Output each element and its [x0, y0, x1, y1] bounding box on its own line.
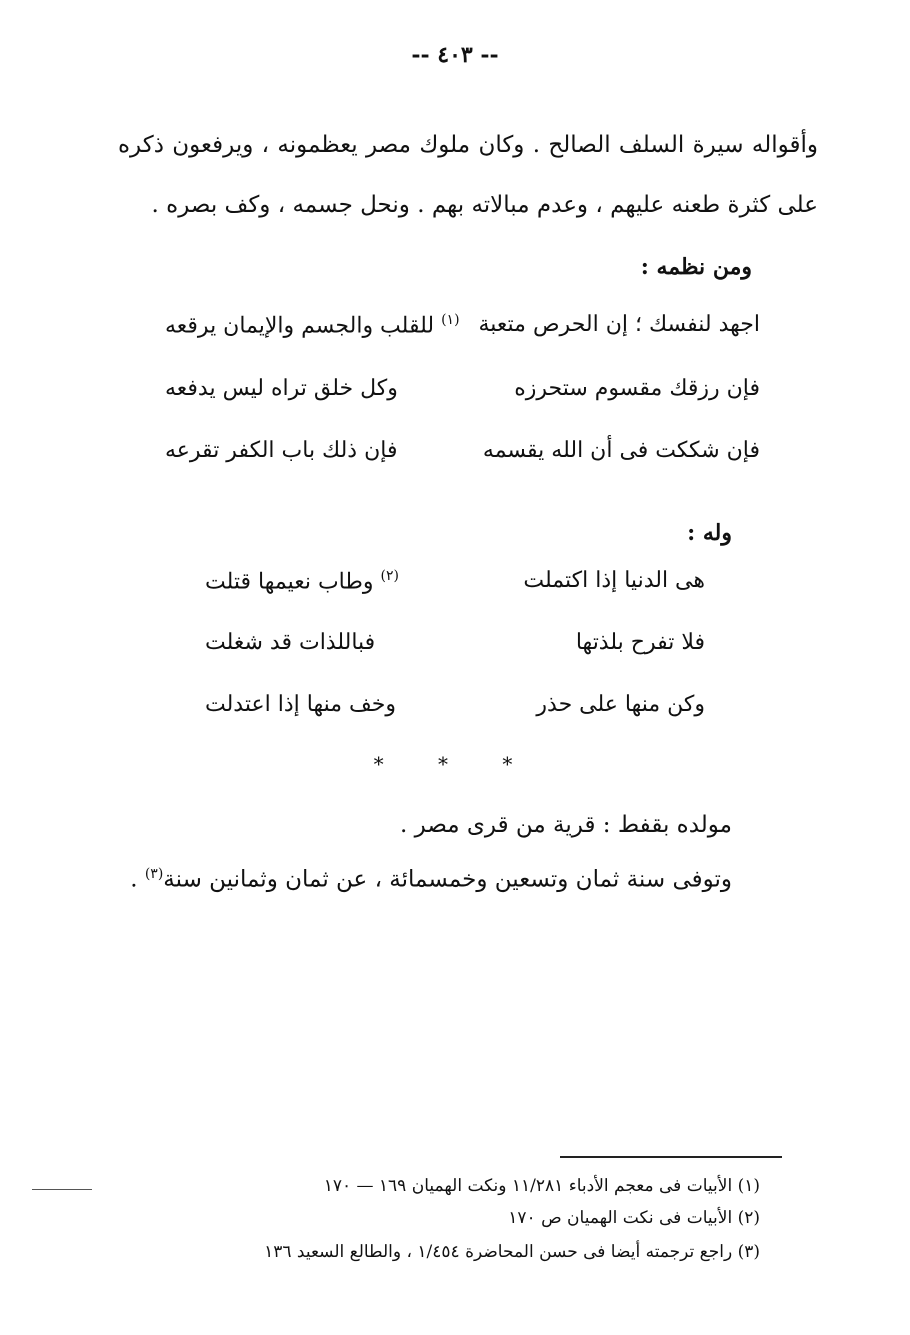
verse-first-hemistich: اجهد لنفسك ؛ إن الحرص متعبة [478, 312, 760, 337]
verse-second-hemistich-text: وطاب نعيمها قتلت [205, 569, 374, 595]
poem1-verse [0, 312, 910, 362]
poem1-verse [0, 438, 910, 488]
biography-paragraph: وأقواله سيرة السلف الصالح . وكان ملوك مصر يعظمونه ، ويرفعون ذكره على كثرة طعنه عليهم ، وعدم مبالاته بهم . ونحل جسمه ، وكف بصره . [118, 132, 818, 218]
verse-second-hemistich-text: للقلب والجسم والإيمان يرقعه [165, 313, 435, 339]
poem2-intro: وله : [687, 520, 732, 546]
poem2-verse [0, 692, 910, 742]
verse-second-hemistich [165, 312, 460, 338]
footnote-2: (٢) الأبيات فى نكت الهميان ص ١٧٠ [508, 1208, 760, 1228]
footnote-marker: (٢) [380, 568, 399, 584]
verse-second-hemistich: فإن ذلك باب الكفر تقرعه [165, 438, 398, 463]
footnote-3: (٣) راجع ترجمته أيضا فى حسن المحاضرة ١/٤٥٤ ، والطالع السعيد ١٣٦ [264, 1242, 760, 1262]
footnote-marker: (٣) [144, 866, 164, 882]
verse-first-hemistich: هى الدنيا إذا اكتملت [523, 568, 705, 593]
margin-line [32, 1189, 92, 1190]
verse-first-hemistich: فلا تفرح بلذتها [575, 630, 705, 655]
death-line-end: . [130, 866, 145, 893]
verse-first-hemistich: وكن منها على حذر [536, 692, 705, 717]
birth-line: مولده بقفط : قرية من قرى مصر . [400, 812, 732, 838]
poem2-verse [0, 568, 910, 618]
verse-second-hemistich [205, 568, 399, 594]
poem1-verse [0, 376, 910, 426]
footnote-divider [560, 1156, 782, 1158]
section-separator: * * * [373, 752, 537, 776]
verse-first-hemistich: فإن شككت فى أن الله يقسمه [482, 438, 760, 463]
poem1-intro: ومن نظمه : [640, 254, 752, 280]
death-line-text: وتوفى سنة ثمان وتسعين وخمسمائة ، عن ثمان وثمانين سنة [163, 866, 732, 893]
death-line [130, 866, 732, 893]
footnote-marker: (١) [441, 312, 460, 328]
verse-second-hemistich: فباللذات قد شغلت [205, 630, 376, 655]
verse-second-hemistich: وكل خلق تراه ليس يدفعه [165, 376, 398, 401]
page-number: -- ٤٠٣ -- [411, 42, 499, 68]
verse-first-hemistich: فإن رزقك مقسوم ستحرزه [514, 376, 760, 401]
verse-second-hemistich: وخف منها إذا اعتدلت [205, 692, 396, 717]
poem2-verse [0, 630, 910, 680]
footnote-1: (١) الأبيات فى معجم الأدباء ١١/٢٨١ ونكت الهميان ١٦٩ — ١٧٠ [323, 1176, 760, 1196]
